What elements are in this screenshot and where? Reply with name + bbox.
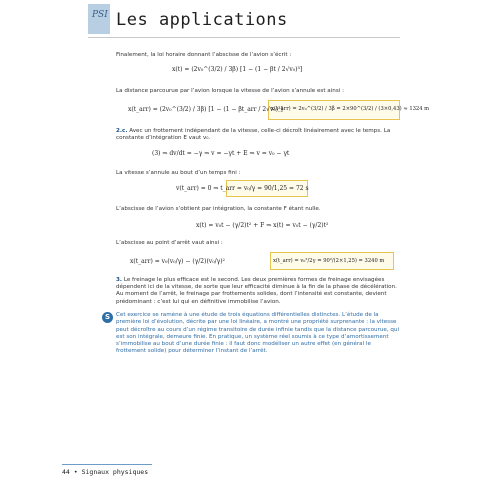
paragraph-1: Finalement, la loi horaire donnant l’abscisse de l’avion s’écrit : [116, 52, 292, 58]
equation-6: x(t_arr) = v₀(v₀/γ) − (γ/2)(v₀/γ)² [130, 258, 225, 265]
equation-6-result: x(t_arr) = v₀²/2γ = 90²/(2×1,25) = 3240 m [273, 258, 385, 264]
equation-5: x(t) = v₀t − (γ/2)t² + F ⇒ x(t) = v₀t − (γ/2)t² [196, 222, 329, 229]
equation-3: (3) ⇒ dv/dt = −γ ⇒ v = −γt + E ⇒ v = v₀ − γt [152, 150, 290, 157]
equation-1: x(t) = (2v₀^(3/2) / 3β) [1 − (1 − βt / 2√v₀)³] [172, 66, 303, 73]
note-icon: S [102, 312, 113, 323]
paragraph-2: La distance parcourue par l’avion lorsque la vitesse de l’avion s’annule est ainsi : [116, 88, 344, 94]
footer-rule [62, 464, 152, 465]
note-text: Cet exercice se ramène à une étude de trois équations différentielles distinctes. L’étude de la première loi d’évolution, décrite par une loi linéaire, a montré une propriété surprenante : la vitesse peut décroître au cours d’un régime transitoire de durée infinie tandis que la distance parcourue, qui est son intégrale, demeure finie. En pratique, un système réel soumis à ce type d’amortissement s’immobilise au bout d’une durée finie : il faut donc modéliser un autre effet (en général le frottement solide) pour déterminer l’instant de l’arrêt. [116, 312, 400, 355]
paragraph-3 [116, 128, 401, 142]
paragraph-7-text: Le freinage le plus efficace est le second. Les deux premières formes de freinage envisagées dépendent ici de la vitesse, de sorte que leur efficacité diminue à la fin de la phase de décélération. Au moment de l’arrêt, le freinage par frottements solides, dont l’intensité est constante, devient prédominant : c’est lui qui en définitive immobilise l’avion. [116, 277, 397, 305]
method-note [104, 312, 402, 356]
footer-separator: • [73, 468, 78, 476]
book-title: Signaux physiques [81, 468, 149, 476]
equation-2-result: x(t_arr) = 2v₀^(3/2) / 3β = 2×90^(3/2) / (3×0,43) ≈ 1324 m [271, 106, 430, 112]
title-rule [88, 37, 400, 38]
equation-2-left: x(t_arr) = (2v₀^(3/2) / 3β) [1 − (1 − βt_arr / 2√v₀)³] [128, 106, 283, 113]
paragraph-7 [116, 277, 401, 306]
page-footer [62, 468, 148, 476]
equation-4: v(t_arr) = 0 ⇒ t_arr = v₀/γ = 90/1,25 = 72 s [176, 185, 309, 192]
paragraph-4: La vitesse s’annule au bout d’un temps fini : [116, 170, 241, 176]
page-number: 44 [62, 468, 70, 476]
page-title: Les applications [116, 10, 288, 30]
paragraph-5: L’abscisse de l’avion s’obtient par intégration, la constante F étant nulle. [116, 206, 321, 212]
chapter-corner-tab [88, 4, 110, 34]
heading-2c: 2.c. [116, 128, 128, 134]
paragraph-3-text: Avec un frottement indépendant de la vitesse, celle-ci décroît linéairement avec le temps. La constante d’intégration E vaut v₀. [116, 128, 391, 142]
corner-mark: PSI [92, 10, 108, 20]
heading-3: 3. [116, 277, 123, 283]
paragraph-6: L’abscisse au point d’arrêt vaut ainsi : [116, 240, 223, 246]
